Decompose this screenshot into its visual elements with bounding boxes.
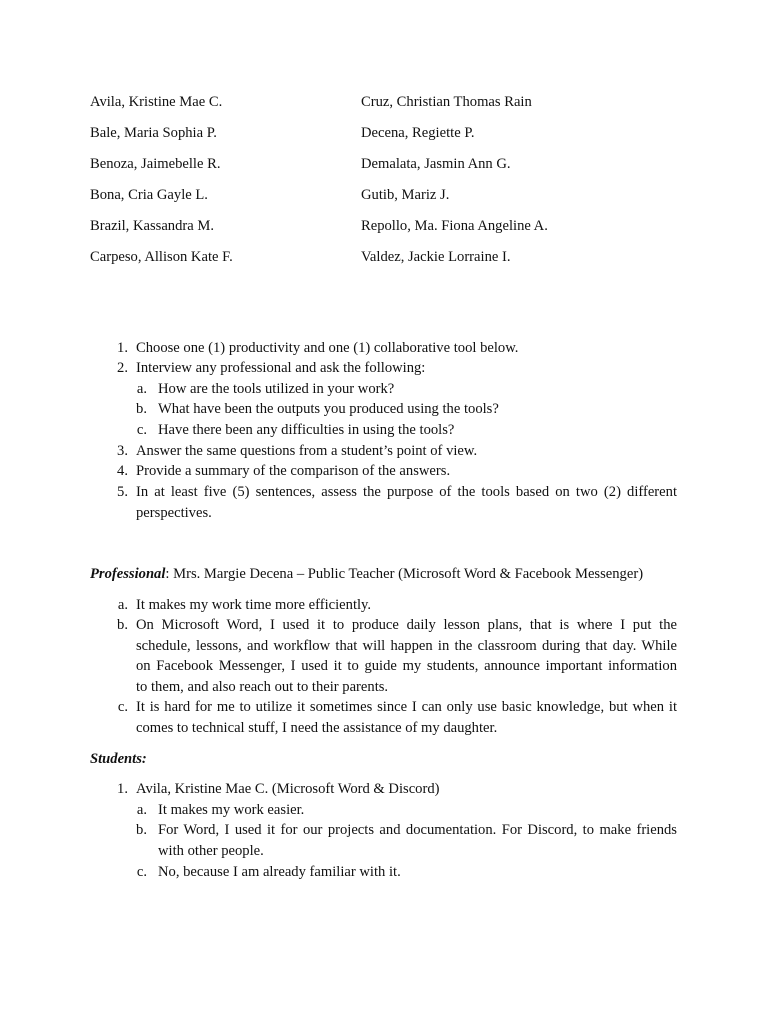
list-letter: b. [117, 617, 128, 633]
student-name: Avila, Kristine Mae C. (Microsoft Word & Discord) [136, 781, 440, 797]
professional-details: : Mrs. Margie Decena – Public Teacher (Microsoft Word & Facebook Messenger) [165, 566, 644, 582]
answer-text: on Facebook Messenger, I used it to guide my students, announce important information [136, 658, 677, 674]
list-number: 5. [117, 484, 128, 500]
list-letter: a. [136, 381, 147, 397]
answer-text: comes to technical stuff, I need the assistance of my daughter. [136, 719, 498, 736]
list-number: 1. [117, 781, 128, 797]
list-item-text: Answer the same questions from a student’s point of view. [136, 443, 478, 459]
answer-text: It makes my work time more efficiently. [136, 597, 372, 613]
students-heading: Students: [90, 751, 147, 767]
answer-text: schedule, lessons, and workflow that will happen in the classroom during that day. While [136, 637, 677, 654]
list-item-text: Provide a summary of the comparison of the answers. [136, 463, 451, 479]
member-name: Demalata, Jasmin Ann G. [361, 156, 511, 172]
answer-text: On Microsoft Word, I used it to produce daily lesson plans, that is where I put the [136, 617, 677, 633]
list-item-text: What have been the outputs you produced using the tools? [158, 401, 499, 417]
list-letter: c. [136, 422, 147, 438]
list-number: 4. [117, 463, 128, 479]
answer-text: It makes my work easier. [158, 802, 305, 818]
professional-label: Professional [90, 566, 166, 582]
member-name: Repollo, Ma. Fiona Angeline A. [361, 218, 548, 234]
list-letter: b. [136, 401, 147, 417]
list-letter: c. [136, 864, 147, 880]
answer-text: It is hard for me to utilize it sometimes since I can only use basic knowledge, but when it [136, 699, 677, 715]
list-letter: a. [136, 802, 147, 818]
member-name: Bale, Maria Sophia P. [90, 125, 217, 141]
answer-text: No, because I am already familiar with it. [158, 864, 401, 880]
member-name: Gutib, Mariz J. [361, 187, 450, 203]
list-number: 3. [117, 443, 128, 459]
professional-heading [90, 564, 643, 585]
list-number: 2. [117, 360, 128, 376]
member-name: Decena, Regiette P. [361, 125, 475, 141]
member-name: Benoza, Jaimebelle R. [90, 156, 221, 172]
list-item-text: Have there been any difficulties in using the tools? [158, 422, 455, 438]
list-letter: a. [117, 597, 128, 613]
member-name: Valdez, Jackie Lorraine I. [361, 249, 511, 265]
list-item-text: Interview any professional and ask the following: [136, 360, 426, 376]
member-name: Avila, Kristine Mae C. [90, 94, 223, 110]
member-name: Bona, Cria Gayle L. [90, 187, 208, 203]
member-name: Brazil, Kassandra M. [90, 218, 215, 234]
list-letter: c. [117, 699, 128, 715]
answer-text: to them, and also reach out to their parents. [136, 678, 389, 695]
answer-text: For Word, I used it for our projects and documentation. For Discord, to make friends [158, 822, 677, 838]
member-name: Carpeso, Allison Kate F. [90, 249, 233, 265]
list-item-text: In at least five (5) sentences, assess the purpose of the tools based on two (2) different [136, 484, 677, 500]
list-letter: b. [136, 822, 147, 838]
list-number: 1. [117, 340, 128, 356]
list-item-text: How are the tools utilized in your work? [158, 381, 395, 397]
answer-text: with other people. [158, 842, 264, 859]
list-item-text: perspectives. [136, 505, 212, 521]
member-list [90, 92, 681, 278]
list-item-text: Choose one (1) productivity and one (1) collaborative tool below. [136, 340, 519, 356]
member-name: Cruz, Christian Thomas Rain [361, 94, 532, 110]
